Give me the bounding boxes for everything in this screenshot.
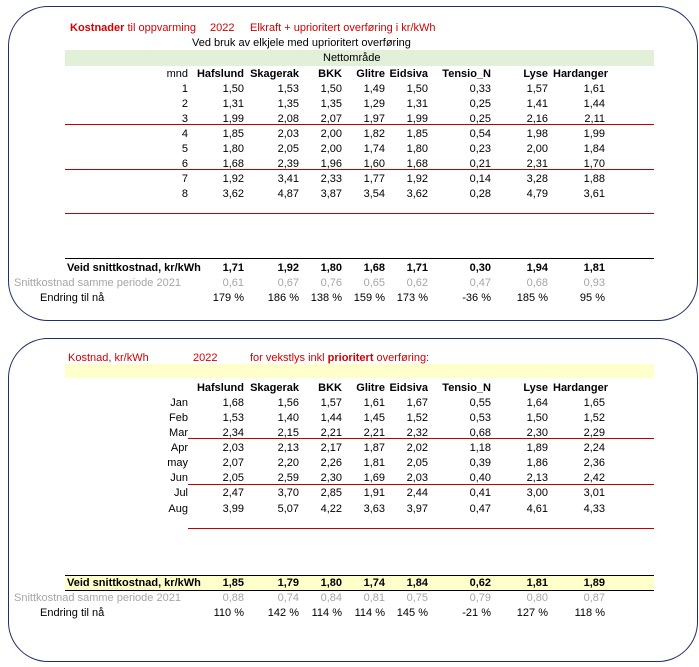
t2-avg-cell: 1,79 bbox=[277, 577, 299, 589]
t2-rule bbox=[65, 575, 654, 576]
t2-prev-label: Snittkostnad samme periode 2021 bbox=[14, 592, 181, 604]
t2-separator bbox=[188, 484, 654, 485]
t2-avg-cell: 1,80 bbox=[320, 577, 342, 589]
t1-avg-cell: 1,71 bbox=[406, 262, 428, 274]
t2-cell: 2,20 bbox=[277, 457, 299, 469]
t2-cell: 1,65 bbox=[583, 397, 605, 409]
t2-cell: 2,26 bbox=[320, 457, 342, 469]
t1-col-header: Lyse bbox=[523, 68, 548, 80]
t1-row-label: 6 bbox=[181, 158, 188, 170]
t2-cell: 1,40 bbox=[277, 412, 299, 424]
t1-cell: 1,41 bbox=[526, 98, 548, 110]
t2-prev-cell: 0,87 bbox=[583, 592, 605, 604]
t1-change-cell: 179 % bbox=[212, 292, 244, 304]
t1-row-label: 3 bbox=[181, 113, 188, 125]
t1-cell: 1,60 bbox=[363, 158, 385, 170]
t2-cell: 3,99 bbox=[222, 503, 244, 515]
t2-desc-post: overføring: bbox=[373, 352, 430, 364]
t1-cell: 1,68 bbox=[406, 158, 428, 170]
t2-col-header: Hardanger bbox=[553, 382, 609, 394]
t2-row-label: Jan bbox=[170, 397, 188, 409]
t2-cell: 2,07 bbox=[222, 457, 244, 469]
t1-row-label: 5 bbox=[181, 143, 188, 155]
t2-change-cell: -21 % bbox=[462, 607, 491, 619]
t1-avg-cell: 1,80 bbox=[320, 262, 342, 274]
t1-change-label: Endring til nå bbox=[40, 292, 105, 304]
t2-cell: 4,22 bbox=[320, 503, 342, 515]
t2-col-header: BKK bbox=[318, 382, 342, 394]
t1-row-label: 2 bbox=[181, 98, 188, 110]
t2-cell: 2,15 bbox=[277, 427, 299, 439]
t1-cell: 2,00 bbox=[320, 143, 342, 155]
t1-cell: 1,50 bbox=[406, 83, 428, 95]
t1-title-rest: til oppvarming bbox=[124, 22, 196, 34]
t1-title-bold: Kostnader bbox=[70, 22, 125, 34]
t1-cell: 1,92 bbox=[406, 173, 428, 185]
t1-cell: 1,70 bbox=[583, 158, 605, 170]
t2-cell: 2,13 bbox=[277, 442, 299, 454]
t1-cell: 2,00 bbox=[526, 143, 548, 155]
t1-band-label: Nettområde bbox=[323, 52, 381, 64]
t1-subdesc: Ved bruk av elkjele med uprioritert overføring bbox=[192, 37, 411, 49]
t1-cell: 2,03 bbox=[277, 128, 299, 140]
t1-col-header: Glitre bbox=[356, 68, 385, 80]
t1-prev-label: Snittkostnad samme periode 2021 bbox=[14, 277, 181, 289]
t1-cell: 1,77 bbox=[363, 173, 385, 185]
t2-cell: 2,30 bbox=[526, 427, 548, 439]
t2-cell: 1,56 bbox=[277, 397, 299, 409]
t2-cell: 3,00 bbox=[526, 487, 548, 499]
t1-col-header: Eidsiva bbox=[389, 68, 428, 80]
t1-change-cell: 185 % bbox=[516, 292, 548, 304]
t2-avg-cell: 1,84 bbox=[406, 577, 428, 589]
t1-change-cell: 95 % bbox=[579, 292, 605, 304]
t1-avg-cell: 0,30 bbox=[469, 262, 491, 274]
t2-cell: 2,29 bbox=[583, 427, 605, 439]
t2-row-label: Feb bbox=[169, 412, 188, 424]
t2-prev-cell: 0,75 bbox=[406, 592, 428, 604]
t2-cell: 1,91 bbox=[363, 487, 385, 499]
t1-cell: 0,28 bbox=[469, 188, 491, 200]
t1-cell: 2,05 bbox=[277, 143, 299, 155]
t1-cell: 0,21 bbox=[469, 158, 491, 170]
t1-cell: 1,61 bbox=[583, 83, 605, 95]
t1-cell: 0,54 bbox=[469, 128, 491, 140]
t2-change-cell: 114 % bbox=[354, 607, 385, 619]
t2-cell: 2,17 bbox=[320, 442, 342, 454]
t2-cell: 2,21 bbox=[320, 427, 342, 439]
t2-cell: 3,70 bbox=[277, 487, 299, 499]
t2-desc bbox=[250, 352, 429, 364]
t2-prev-cell: 0,74 bbox=[277, 592, 299, 604]
t2-cell: 1,50 bbox=[526, 412, 548, 424]
t1-cell: 1,31 bbox=[222, 98, 244, 110]
t1-cell: 1,57 bbox=[526, 83, 548, 95]
t2-cell: 3,01 bbox=[583, 487, 605, 499]
t2-cell: 1,18 bbox=[469, 442, 491, 454]
t1-cell: 2,16 bbox=[526, 113, 548, 125]
t2-col-header: Skagerak bbox=[250, 382, 299, 394]
t2-separator bbox=[188, 438, 654, 439]
t2-avg-cell: 1,74 bbox=[363, 577, 385, 589]
t1-cell: 1,98 bbox=[526, 128, 548, 140]
t1-avg-cell: 1,71 bbox=[222, 262, 244, 274]
t1-year: 2022 bbox=[210, 22, 235, 34]
t2-prev-cell: 0,84 bbox=[320, 592, 342, 604]
t2-cell: 2,05 bbox=[406, 457, 428, 469]
t1-cell: 2,11 bbox=[584, 113, 605, 125]
t2-cell: 2,34 bbox=[222, 427, 244, 439]
t1-cell: 1,50 bbox=[320, 83, 342, 95]
t2-cell: 1,64 bbox=[526, 397, 548, 409]
t2-cell: 2,44 bbox=[406, 487, 428, 499]
t1-avg-label: Veid snittkostnad, kr/kWh bbox=[67, 262, 201, 274]
t2-cell: 2,47 bbox=[222, 487, 244, 499]
t2-change-label: Endring til nå bbox=[40, 607, 105, 619]
t1-prev-cell: 0,65 bbox=[363, 277, 385, 289]
t1-cell: 0,25 bbox=[469, 98, 491, 110]
t2-cell: 1,68 bbox=[222, 397, 244, 409]
t2-cell: 2,30 bbox=[320, 472, 342, 484]
t2-col-header: Tensio_N bbox=[442, 382, 491, 394]
t1-cell: 3,87 bbox=[320, 188, 342, 200]
t1-prev-cell: 0,67 bbox=[277, 277, 299, 289]
t2-col-header: Eidsiva bbox=[389, 382, 428, 394]
t2-prev-cell: 0,81 bbox=[363, 592, 385, 604]
t2-row-label: Aug bbox=[168, 503, 188, 515]
t2-col-header: Glitre bbox=[356, 382, 385, 394]
t2-cell: 2,24 bbox=[583, 442, 605, 454]
t2-cell: 2,13 bbox=[526, 472, 548, 484]
t2-row-label: Jun bbox=[170, 472, 188, 484]
t1-cell: 1,50 bbox=[222, 83, 244, 95]
t1-col-header: BKK bbox=[318, 68, 342, 80]
t2-cell: 2,21 bbox=[363, 427, 385, 439]
t1-row-label: 1 bbox=[181, 83, 188, 95]
t1-cell: 1,84 bbox=[583, 143, 605, 155]
t1-prev-cell: 0,61 bbox=[222, 277, 244, 289]
t1-cell: 1,80 bbox=[406, 143, 428, 155]
t1-cell: 1,35 bbox=[277, 98, 299, 110]
t2-cell: 4,33 bbox=[583, 503, 605, 515]
t1-cell: 1,44 bbox=[583, 98, 605, 110]
t1-desc: Elkraft + uprioritert overføring i kr/kWh bbox=[250, 22, 436, 34]
t1-cell: 1,68 bbox=[222, 158, 244, 170]
t1-cell: 0,33 bbox=[469, 83, 491, 95]
t2-cell: 2,03 bbox=[406, 472, 428, 484]
t2-rule bbox=[65, 590, 654, 591]
t1-cell: 2,39 bbox=[277, 158, 299, 170]
t1-col-header: Hardanger bbox=[553, 68, 609, 80]
t2-cell: 0,53 bbox=[469, 412, 491, 424]
t2-cell: 4,61 bbox=[526, 503, 548, 515]
t2-year: 2022 bbox=[193, 352, 218, 364]
t2-cell: 0,68 bbox=[469, 427, 491, 439]
t1-prev-cell: 0,76 bbox=[320, 277, 342, 289]
t2-desc-bold: prioritert bbox=[327, 352, 374, 364]
t2-avg-cell: 1,85 bbox=[222, 577, 244, 589]
t2-row-label: Apr bbox=[170, 442, 188, 454]
t2-row-label: may bbox=[167, 457, 188, 469]
t2-avg-cell: 1,81 bbox=[526, 577, 548, 589]
t1-cell: 3,62 bbox=[222, 188, 244, 200]
t2-col-header: Lyse bbox=[523, 382, 548, 394]
t1-prev-cell: 0,47 bbox=[469, 277, 491, 289]
t1-cell: 1,99 bbox=[406, 113, 428, 125]
t1-cell: 2,00 bbox=[320, 128, 342, 140]
t2-prev-cell: 0,80 bbox=[526, 592, 548, 604]
t1-cell: 1,82 bbox=[363, 128, 385, 140]
t2-cell: 2,85 bbox=[320, 487, 342, 499]
t2-avg-cell: 1,89 bbox=[583, 577, 605, 589]
t1-cell: 4,87 bbox=[277, 188, 299, 200]
t1-cell: 1,53 bbox=[277, 83, 299, 95]
t1-cell: 0,23 bbox=[469, 143, 491, 155]
t1-cell: 1,97 bbox=[363, 113, 385, 125]
t1-cell: 3,41 bbox=[277, 173, 299, 185]
t1-cell: 3,28 bbox=[526, 173, 548, 185]
t1-prev-cell: 0,93 bbox=[583, 277, 605, 289]
t2-cell: 2,02 bbox=[406, 442, 428, 454]
t1-avg-cell: 1,94 bbox=[526, 262, 548, 274]
t1-row-label: 4 bbox=[181, 128, 188, 140]
t2-cell: 0,55 bbox=[469, 397, 491, 409]
t1-cell: 1,31 bbox=[406, 98, 428, 110]
t1-cell: 2,08 bbox=[277, 113, 299, 125]
t2-cell: 2,03 bbox=[222, 442, 244, 454]
t2-cell: 2,42 bbox=[583, 472, 605, 484]
t2-change-cell: 118 % bbox=[574, 607, 605, 619]
t2-title: Kostnad, kr/kWh bbox=[68, 352, 149, 364]
t2-row-label: Jul bbox=[173, 487, 188, 499]
t2-cell: 3,63 bbox=[363, 503, 385, 515]
t2-cell: 1,52 bbox=[583, 412, 605, 424]
t1-cell: 1,92 bbox=[222, 173, 244, 185]
t2-avg-label: Veid snittkostnad, kr/kWh bbox=[67, 577, 201, 589]
t1-cell: 3,54 bbox=[363, 188, 385, 200]
t2-cell: 1,57 bbox=[320, 397, 342, 409]
t2-cell: 2,05 bbox=[222, 472, 244, 484]
t2-cell: 3,97 bbox=[406, 503, 428, 515]
t2-cell: 2,36 bbox=[583, 457, 605, 469]
t2-prev-cell: 0,79 bbox=[469, 592, 491, 604]
t1-cell: 1,80 bbox=[222, 143, 244, 155]
t1-cell: 1,74 bbox=[363, 143, 385, 155]
t2-cell: 2,59 bbox=[277, 472, 299, 484]
t1-cell: 1,49 bbox=[363, 83, 385, 95]
t2-row-label: Mar bbox=[169, 427, 188, 439]
t1-cell: 3,61 bbox=[583, 188, 605, 200]
t2-cell: 1,86 bbox=[526, 457, 548, 469]
t2-cell: 0,41 bbox=[469, 487, 491, 499]
t1-cell: 0,14 bbox=[469, 173, 491, 185]
t1-cell: 3,62 bbox=[406, 188, 428, 200]
t2-cell: 1,53 bbox=[222, 412, 244, 424]
t1-title bbox=[70, 22, 196, 34]
t1-cell: 2,31 bbox=[526, 158, 548, 170]
t2-cell: 0,47 bbox=[469, 503, 491, 515]
t2-cell: 0,39 bbox=[469, 457, 491, 469]
t2-cell: 1,44 bbox=[320, 412, 342, 424]
t1-row-label: 7 bbox=[181, 173, 188, 185]
t1-change-cell: 173 % bbox=[396, 292, 428, 304]
t1-mnd-label: mnd bbox=[166, 68, 188, 80]
t2-cell: 0,40 bbox=[469, 472, 491, 484]
t2-cell: 1,81 bbox=[363, 457, 385, 469]
t2-cell: 2,32 bbox=[406, 427, 428, 439]
t1-avg-cell: 1,81 bbox=[583, 262, 605, 274]
t1-separator bbox=[65, 124, 654, 125]
t1-cell: 2,07 bbox=[320, 113, 342, 125]
t1-change-cell: 159 % bbox=[353, 292, 385, 304]
t1-cell: 1,35 bbox=[320, 98, 342, 110]
t2-cell: 1,87 bbox=[363, 442, 385, 454]
t1-cell: 1,29 bbox=[363, 98, 385, 110]
t2-cell: 5,07 bbox=[277, 503, 299, 515]
t2-col-header: Hafslund bbox=[196, 382, 244, 394]
t1-separator bbox=[65, 169, 654, 170]
t1-rule bbox=[65, 258, 654, 259]
t2-change-cell: 145 % bbox=[396, 607, 428, 619]
t2-desc-pre: for vekstlys inkl bbox=[250, 352, 328, 364]
t1-cell: 1,96 bbox=[320, 158, 342, 170]
t1-prev-cell: 0,68 bbox=[526, 277, 548, 289]
t1-avg-cell: 1,92 bbox=[277, 262, 299, 274]
t2-cell: 1,52 bbox=[406, 412, 428, 424]
t1-col-header: Tensio_N bbox=[442, 68, 491, 80]
t2-change-cell: 110 % bbox=[213, 607, 244, 619]
t2-cell: 1,61 bbox=[363, 397, 385, 409]
t2-change-cell: 114 % bbox=[311, 607, 342, 619]
t1-cell: 1,85 bbox=[222, 128, 244, 140]
t1-prev-cell: 0,62 bbox=[406, 277, 428, 289]
t1-change-cell: 186 % bbox=[267, 292, 299, 304]
t1-cell: 1,85 bbox=[406, 128, 428, 140]
t2-band bbox=[65, 364, 654, 378]
t2-cell: 1,67 bbox=[406, 397, 428, 409]
t1-cell: 2,33 bbox=[320, 173, 342, 185]
t1-avg-cell: 1,68 bbox=[363, 262, 385, 274]
t1-cell: 4,79 bbox=[526, 188, 548, 200]
t1-cell: 1,99 bbox=[222, 113, 244, 125]
t1-cell: 1,99 bbox=[583, 128, 605, 140]
t1-change-cell: -36 % bbox=[462, 292, 491, 304]
t1-col-header: Skagerak bbox=[250, 68, 299, 80]
t2-cell: 1,69 bbox=[363, 472, 385, 484]
t2-change-cell: 127 % bbox=[516, 607, 548, 619]
t1-cell: 1,88 bbox=[583, 173, 605, 185]
t2-separator bbox=[188, 528, 654, 529]
t1-cell: 0,25 bbox=[469, 113, 491, 125]
t2-avg-cell: 0,62 bbox=[469, 577, 491, 589]
t1-separator bbox=[65, 213, 654, 214]
t2-prev-cell: 0,88 bbox=[222, 592, 244, 604]
t2-cell: 1,89 bbox=[526, 442, 548, 454]
t2-change-cell: 142 % bbox=[267, 607, 299, 619]
t2-cell: 1,45 bbox=[363, 412, 385, 424]
t1-col-header: Hafslund bbox=[196, 68, 244, 80]
t1-row-label: 8 bbox=[181, 188, 188, 200]
t1-change-cell: 138 % bbox=[310, 292, 342, 304]
